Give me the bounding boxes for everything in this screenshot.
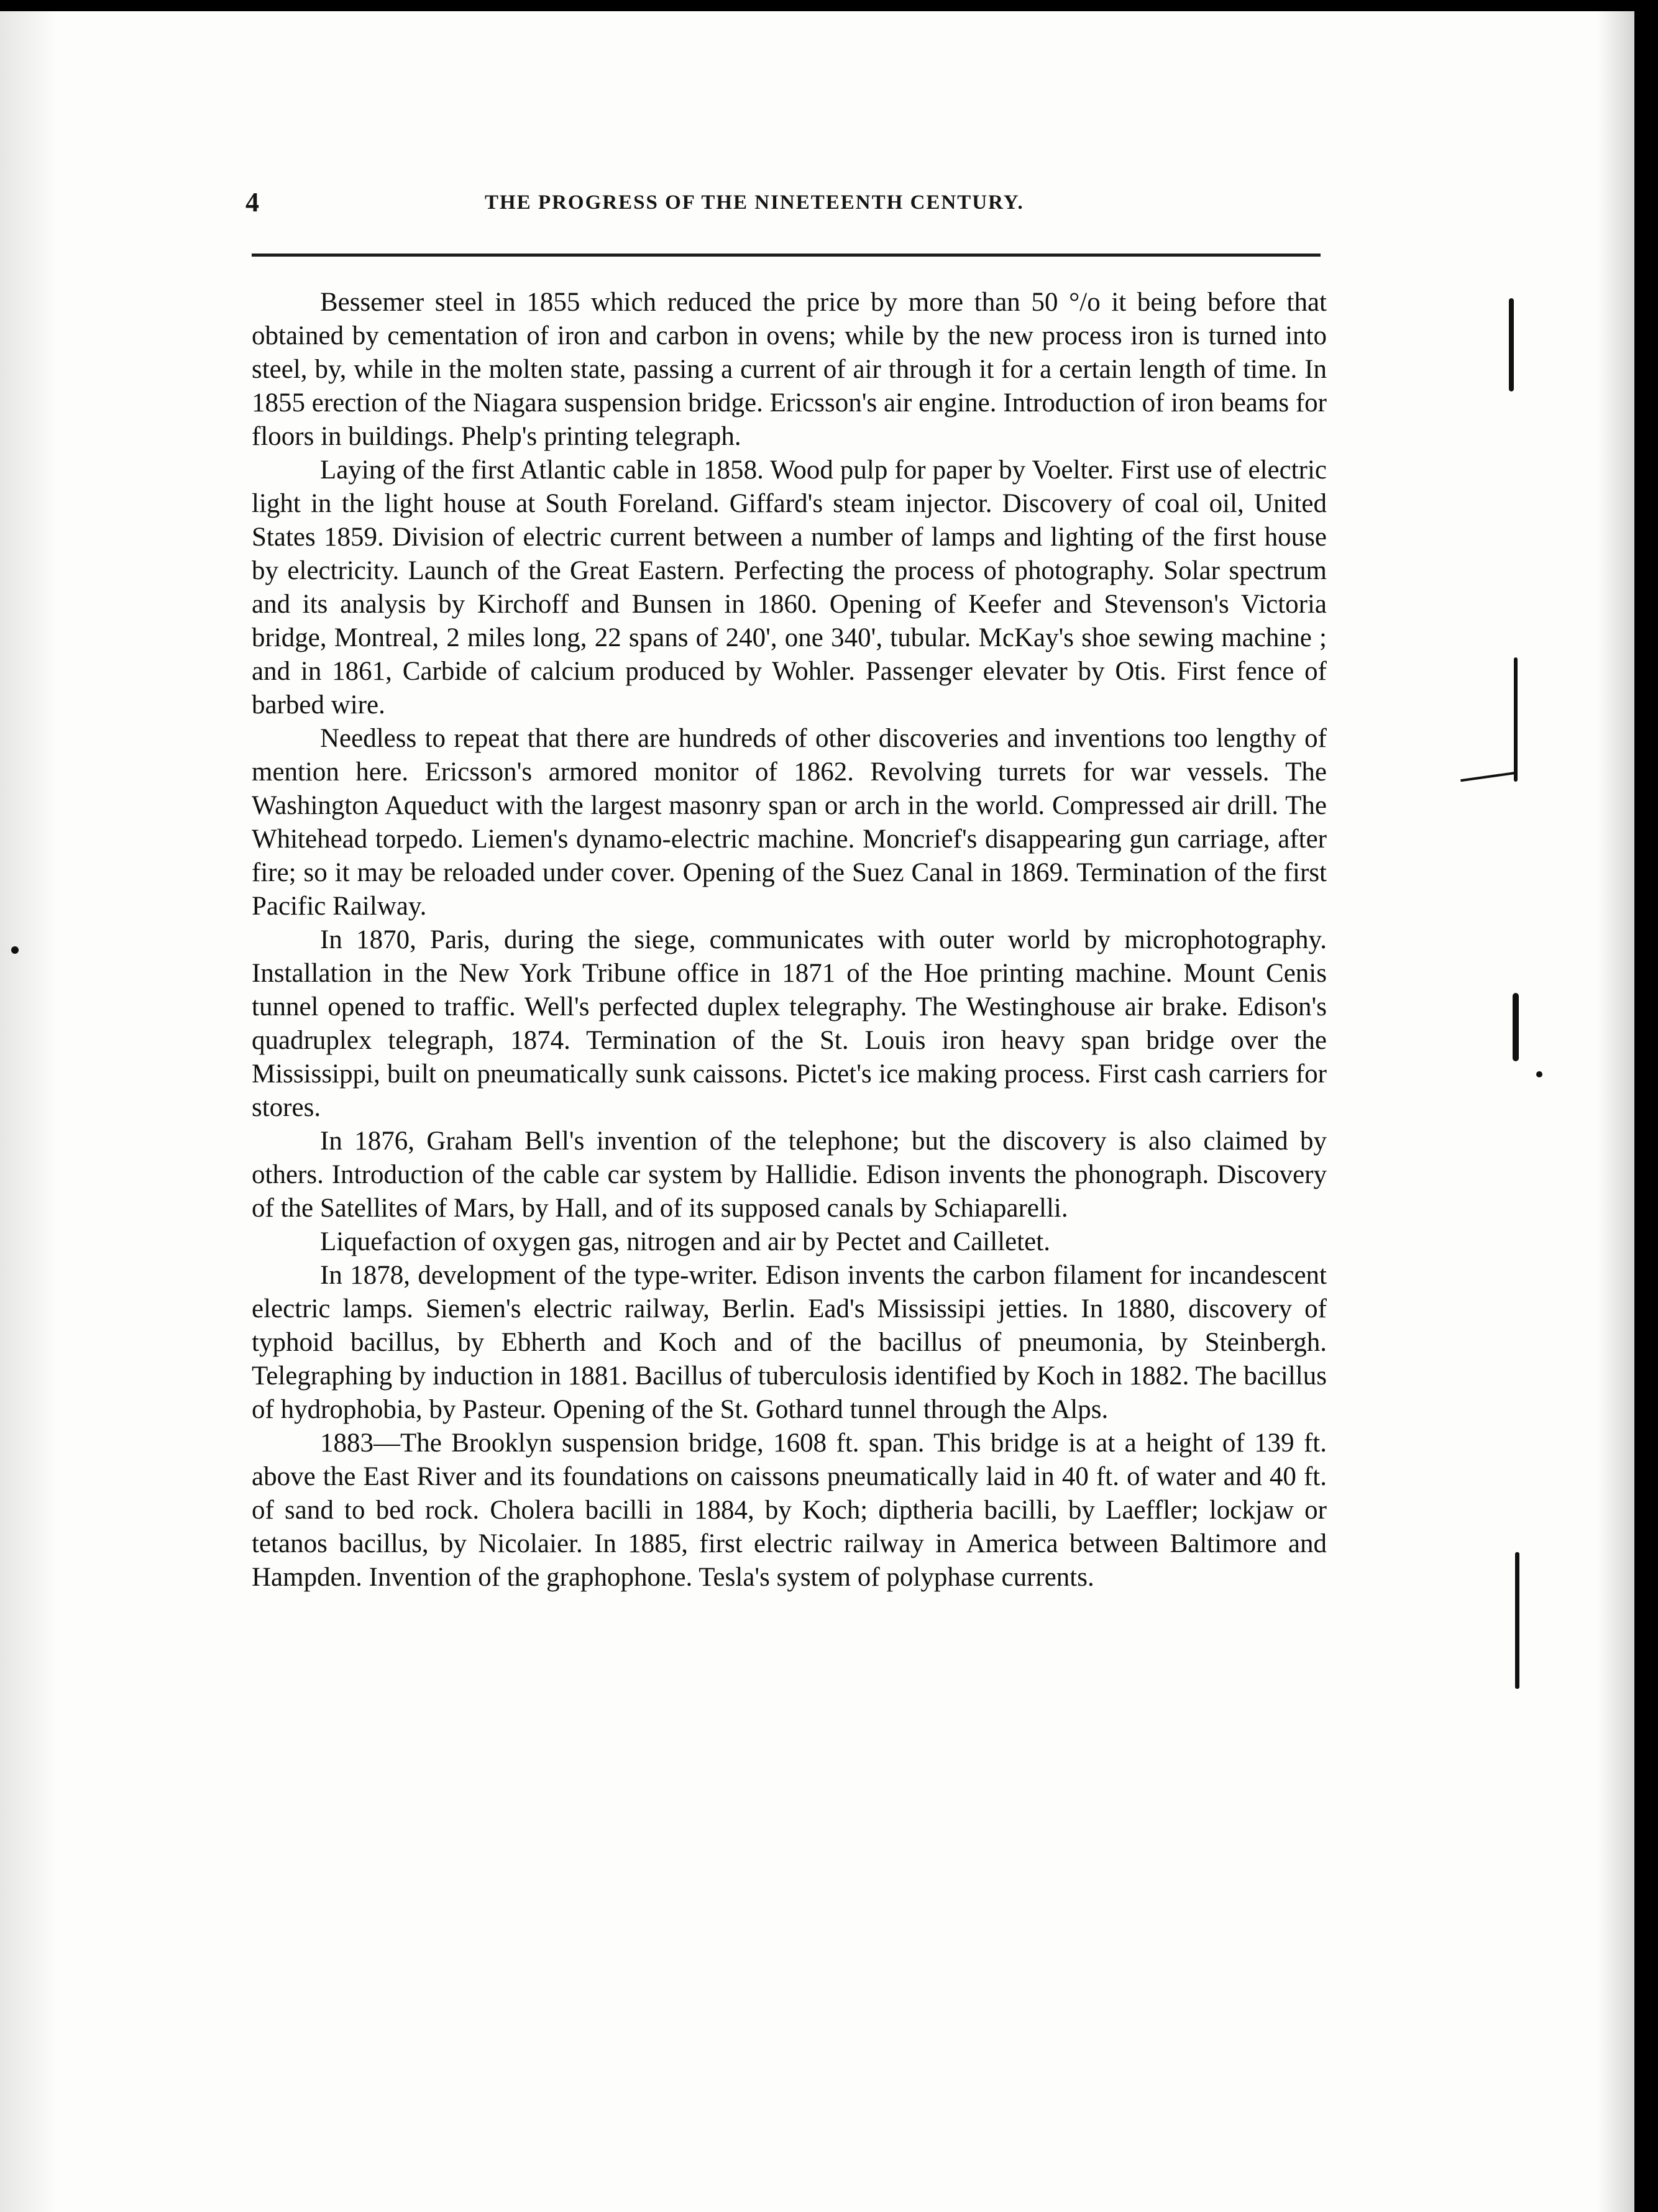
paragraph: Bessemer steel in 1855 which reduced the price by more than 50 °/o it being before that obtained by cementation of iron and carbon in ovens; while by the new process iron is turned into steel, by, while in the molten state, passing a current of air through it for a certain length of time. In 1855 erection of the Niagara suspension bridge. Ericsson's air engine. Introduction of iron beams for floors in buildings. Phelp's printing telegraph. (252, 288, 1327, 451)
header-rule (252, 254, 1321, 257)
speck-left (11, 946, 19, 954)
paragraph: In 1876, Graham Bell's invention of the telephone; but the discovery is also claimed by others. Introduction of the cable car system by Hallidie. Edison invents the phonograph. Discovery of the Satellites of Mars, by Hall, and of its supposed canals by Schiaparelli. (252, 1127, 1327, 1223)
speck-right (1536, 1071, 1542, 1077)
running-head: THE PROGRESS OF THE NINETEENTH CENTURY. (485, 191, 1024, 214)
binding-mark-1 (1509, 298, 1514, 391)
paragraph: In 1878, development of the type-writer. Edison invents the carbon filament for incandescent electric lamps. Siemen's electric railway, Berlin. Ead's Mississipi jetties. In 1880, discovery of typhoid bacillus, by Ebherth and Koch and of the bacillus of pneumonia, by Steinbergh. Telegraphing by induction in 1881. Bacillus of tuberculosis identified by Koch in 1882. The bacillus of hydrophobia, by Pasteur. Opening of the St. Gothard tunnel through the Alps. (252, 1261, 1327, 1424)
binding-mark-4 (1513, 993, 1519, 1061)
page-edge-shadow (1597, 11, 1634, 2212)
paragraph: In 1870, Paris, during the siege, communicates with outer world by microphotography. Installation in the New York Tribune office in 1871 of the Hoe printing machine. Mount Cenis tunnel opened to traffic. Well's perfected duplex telegraphy. The Westinghouse air brake. Edison's quadruplex telegraph, 1874. Termination of the St. Louis iron heavy span bridge over the Mississippi, built on pneumatically sunk caissons. Pictet's ice making process. First cash carriers for stores. (252, 925, 1327, 1122)
page-header (245, 186, 1327, 224)
paragraph: Needless to repeat that there are hundreds of other discoveries and inventions too lengthy of mention here. Ericsson's armored monitor of 1862. Revolving turrets for war vessels. The Washington Aqueduct with the largest masonry span or arch in the world. Compressed air drill. The Whitehead torpedo. Liemen's dynamo-electric machine. Moncrief's disappearing gun carriage, after fire; so it may be reloaded under cover. Opening of the Suez Canal in 1869. Termination of the first Pacific Railway. (252, 724, 1327, 921)
binding-mark-3 (1460, 772, 1516, 782)
page-fold-shadow (0, 11, 56, 2212)
paragraph: Liquefaction of oxygen gas, nitrogen and air by Pectet and Cailletet. (320, 1227, 1050, 1256)
body-text (252, 286, 1327, 1594)
page-number: 4 (245, 187, 259, 217)
binding-mark-5 (1515, 1552, 1519, 1689)
binding-mark-2 (1514, 657, 1518, 782)
paragraph: Laying of the first Atlantic cable in 1858. Wood pulp for paper by Voelter. First use of electric light in the light house at South Foreland. Giffard's steam injector. Discovery of coal oil, United States 1859. Division of electric current between a number of lamps and lighting of the first house by electricity. Launch of the Great Eastern. Perfecting the process of photography. Solar spectrum and its analysis by Kirchoff and Bunsen in 1860. Opening of Keefer and Stevenson's Victoria bridge, Montreal, 2 miles long, 22 spans of 240', one 340', tubular. McKay's shoe sewing machine ; and in 1861, Carbide of calcium produced by Wohler. Passenger elevater by Otis. First fence of barbed wire. (252, 455, 1327, 720)
paragraph: 1883—The Brooklyn suspension bridge, 1608 ft. span. This bridge is at a height of 139 ft. above the East River and its foundations on caissons pneumatically laid in 40 ft. of water and 40 ft. of sand to bed rock. Cholera bacilli in 1884, by Koch; diptheria bacilli, by Laeffler; lockjaw or tetanos bacillus, by Nicolaier. In 1885, first electric railway in America between Baltimore and Hampden. Invention of the graphophone. Tesla's system of polyphase currents. (252, 1428, 1327, 1592)
